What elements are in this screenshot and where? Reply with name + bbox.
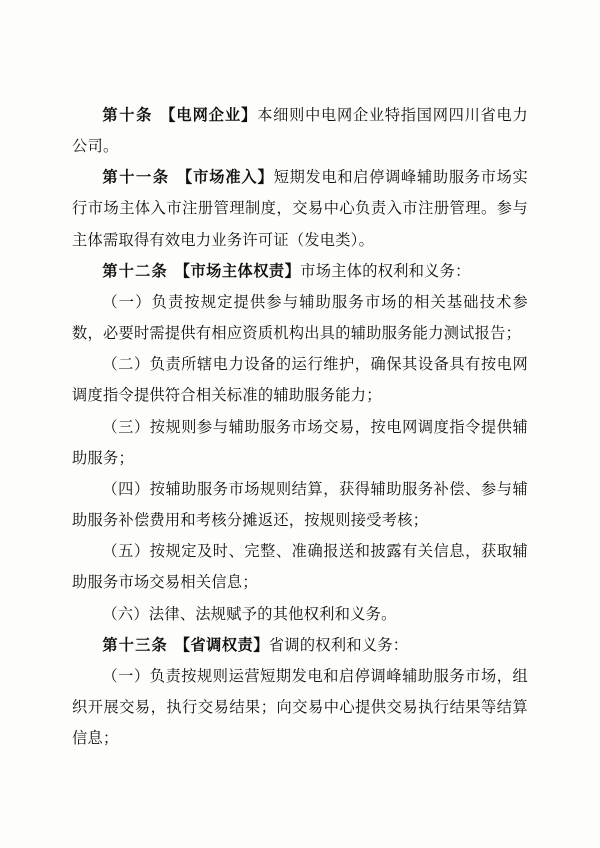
- paragraph-article-12-item-6: [72, 599, 528, 630]
- article-text: 短期发电和启停调峰辅助服务市场实行市场主体入市注册管理制度，交易中心负责入市注册管理。参与主体需取得有效电力业务许可证（发电类）。: [72, 168, 528, 249]
- list-item-text: （二）负责所辖电力设备的运行维护，确保其设备具有按电网调度指令提供符合相关标准的辅助服务能力；: [72, 355, 528, 405]
- document-body: [72, 100, 528, 754]
- article-term: 【省调权责】: [174, 635, 269, 654]
- paragraph-article-13-item-1: [72, 661, 528, 754]
- list-item-text: （一）负责按规则运营短期发电和启停调峰辅助服务市场，组织开展交易，执行交易结果；向交易中心提供交易执行结果等结算信息；: [72, 666, 528, 748]
- paragraph-article-13: [72, 630, 528, 661]
- article-label: 第十二条: [102, 261, 168, 280]
- article-text: 市场主体的权利和义务：: [300, 261, 471, 280]
- list-item-text: （六）法律、法规赋予的其他权利和义务。: [102, 604, 397, 623]
- paragraph-article-12-item-2: [72, 349, 528, 411]
- article-label: 第十一条: [102, 168, 170, 187]
- list-item-text: （三）按规则参与辅助服务市场交易，按电网调度指令提供辅助服务；: [72, 417, 528, 467]
- article-text: 本细则中电网企业特指国网四川省电力公司。: [72, 106, 528, 156]
- paragraph-article-12-item-1: [72, 287, 528, 349]
- paragraph-article-12: [72, 256, 528, 287]
- article-term: 【电网企业】: [159, 106, 258, 124]
- article-text: 省调的权利和义务：: [268, 635, 409, 654]
- list-item-text: （四）按辅助服务市场规则结算，获得辅助服务补偿、参与辅助服务补偿费用和考核分摊返还，按规则接受考核；: [72, 479, 528, 530]
- article-term: 【市场准入】: [176, 168, 274, 187]
- paragraph-article-12-item-4: [72, 474, 528, 536]
- paragraph-article-12-item-3: [72, 412, 528, 474]
- paragraph-article-12-item-5: [72, 536, 528, 598]
- article-label: 第十条: [102, 106, 153, 124]
- paragraph-article-11: [72, 162, 528, 255]
- list-item-text: （一）负责按规定提供参与辅助服务市场的相关基础技术参数，必要时需提供有相应资质机构出具的辅助服务能力测试报告；: [72, 292, 528, 343]
- list-item-text: （五）按规定及时、完整、准确报送和披露有关信息，获取辅助服务市场交易相关信息；: [72, 542, 528, 592]
- article-term: 【市场主体权责】: [174, 261, 301, 280]
- paragraph-article-10: [72, 100, 528, 162]
- article-label: 第十三条: [102, 635, 168, 654]
